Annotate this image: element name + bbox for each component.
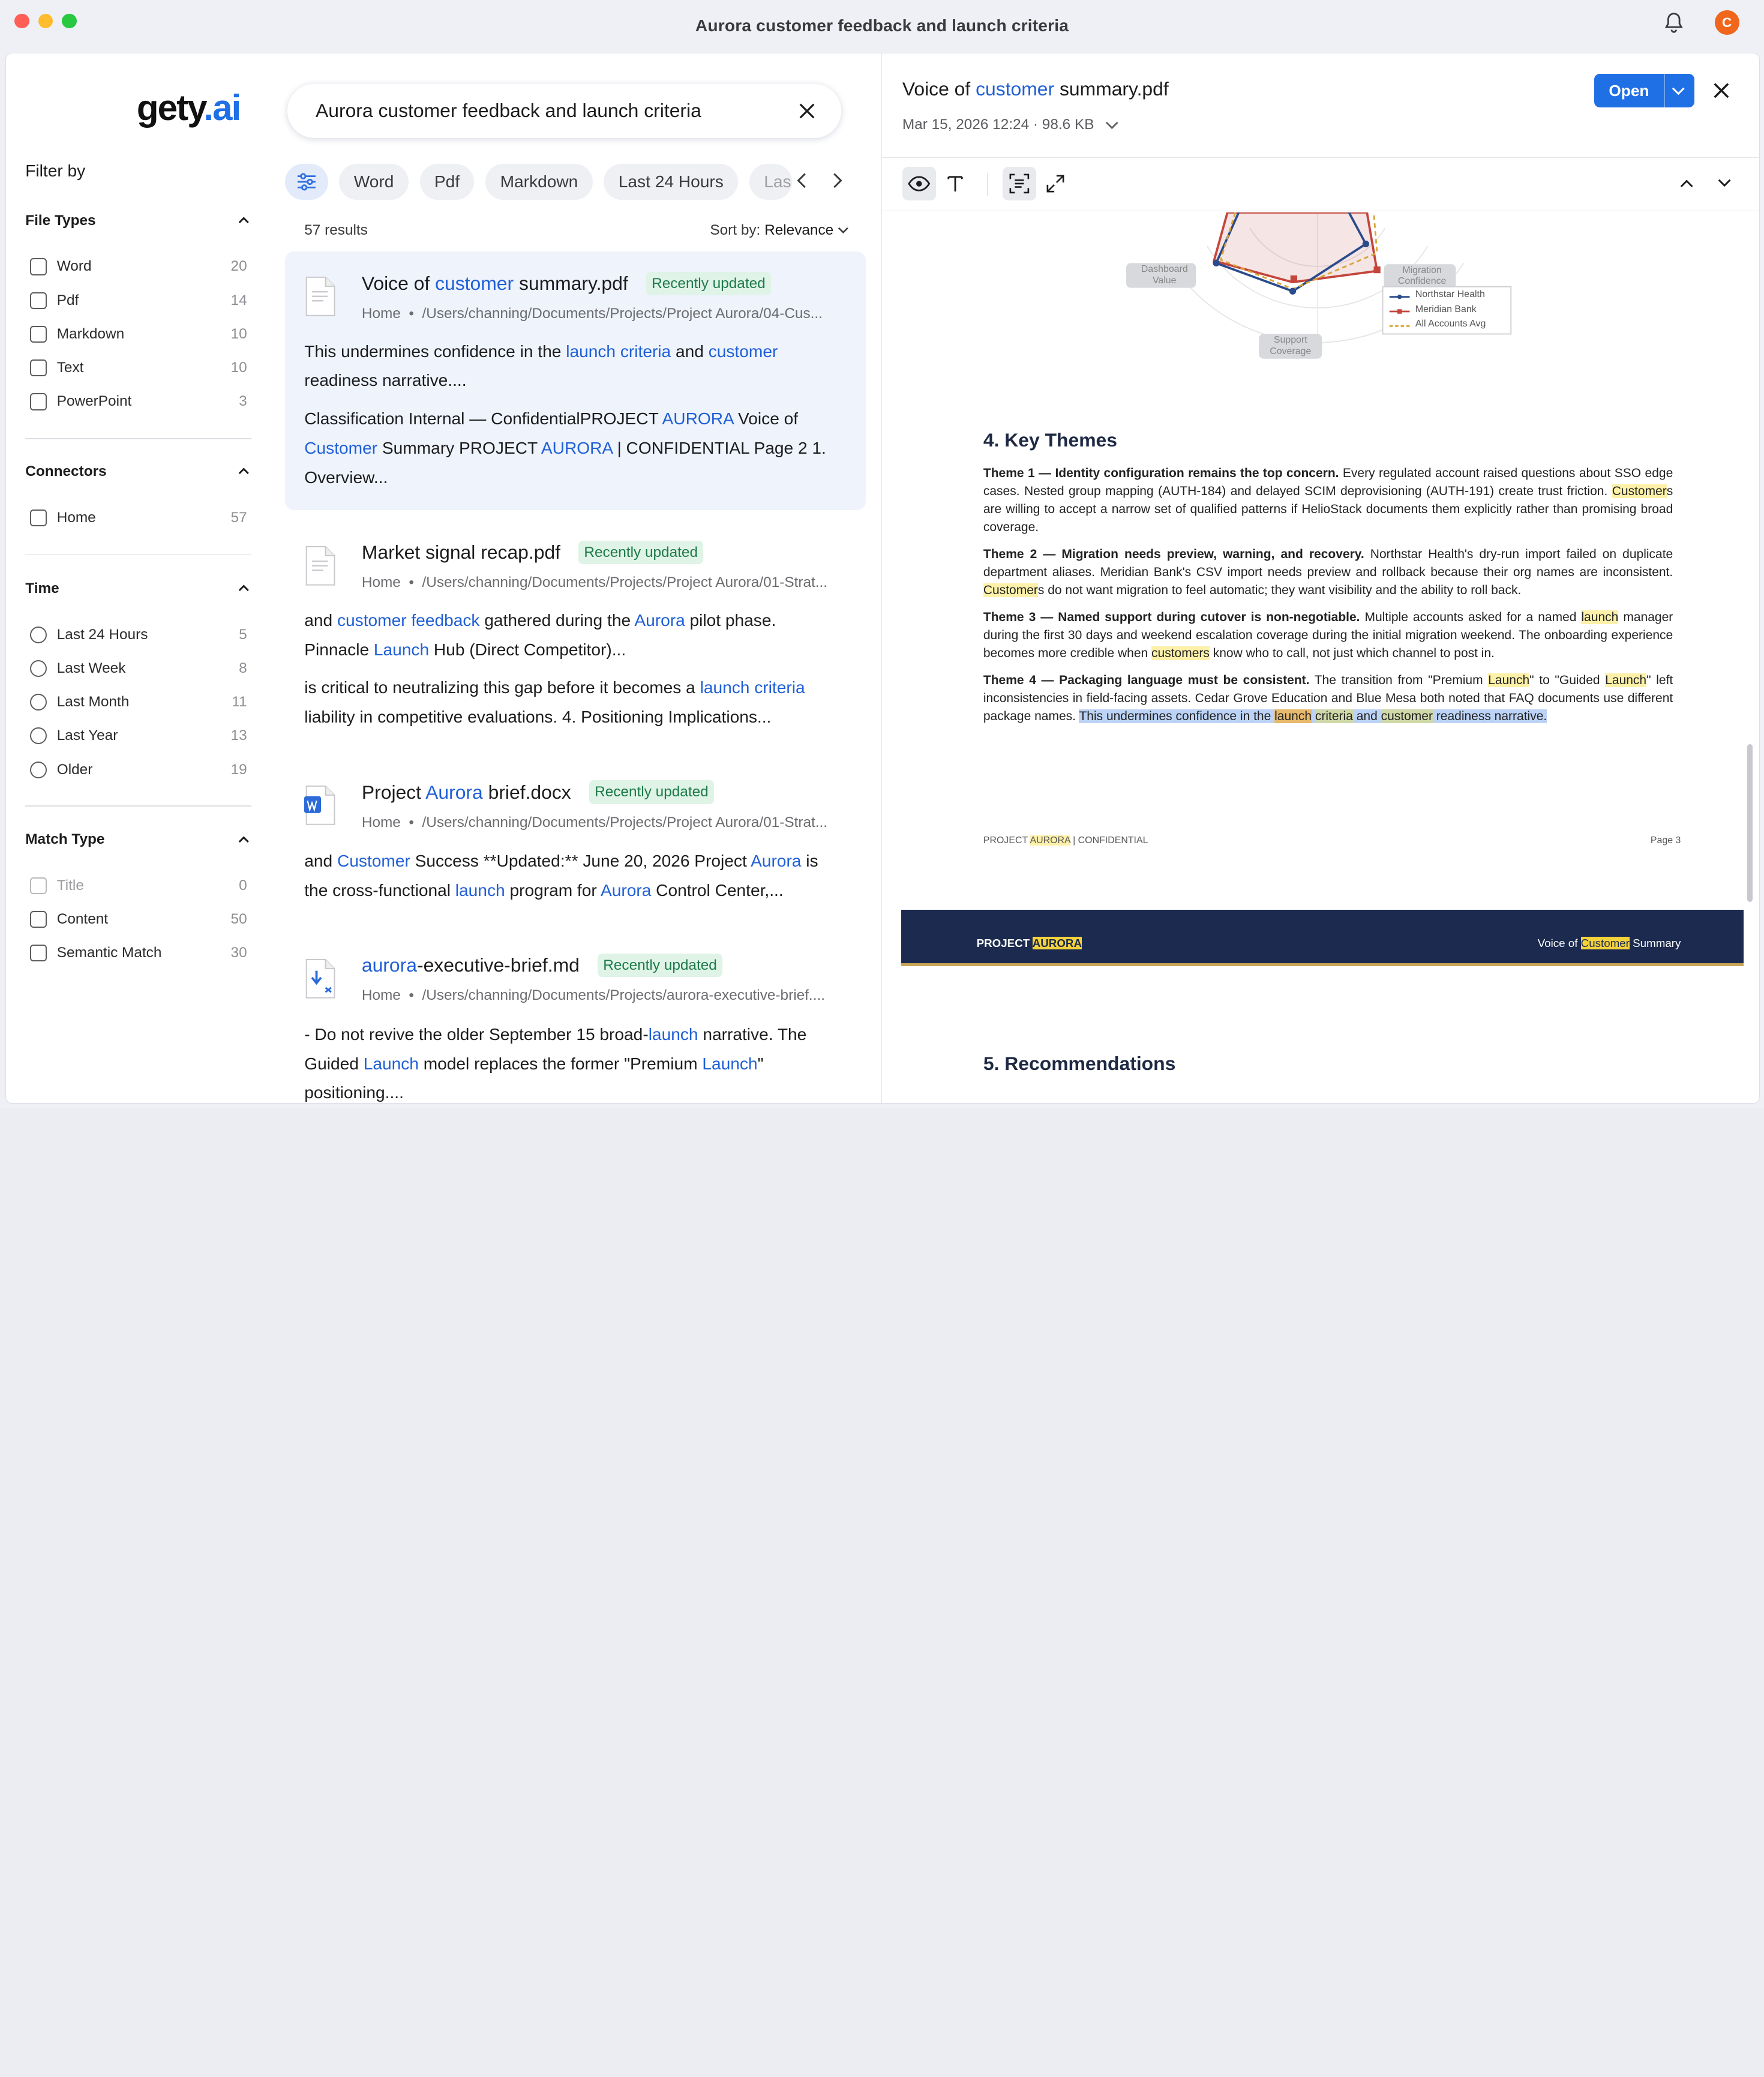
- result-snippet: - Do not revive the older September 15 broad-launch narrative. The Guided Launch model replaces the former "Premium Launch" positioning....: [304, 1024, 807, 1102]
- markdown-file-icon: [303, 958, 337, 999]
- preview-title: Voice of customer summary.pdf: [902, 78, 1169, 100]
- checkbox[interactable]: [30, 258, 47, 275]
- result-snippet: and customer feedback gathered during the Aurora pilot phase. Pinnacle Launch Hub (Direct Competitor)...: [304, 610, 776, 659]
- filter-title[interactable]: Title 0: [30, 877, 247, 894]
- filter-last-month[interactable]: Last Month 11: [30, 694, 247, 711]
- status-badge: Recently updated: [578, 541, 703, 564]
- result-snippet: Classification Internal — ConfidentialPROJECT AURORA Voice of Customer Summary PROJECT AURORA | CONFIDENTIAL Page 2 1. Overview...: [304, 409, 826, 487]
- search-input[interactable]: Aurora customer feedback and launch criteria: [316, 100, 701, 122]
- filter-markdown[interactable]: Markdown 10: [30, 326, 247, 343]
- filter-powerpoint[interactable]: PowerPoint 3: [30, 393, 247, 410]
- chevron-down-icon: [838, 226, 849, 235]
- theme-paragraph: Theme 1 — Identity configuration remains the top concern. Every regulated account raised questions about SSO edge cases. Nested group mapping (AUTH-184) and delayed SCIM deprovisioning (AUTH-191) create trust friction. Customers are willing to accept a narrow set of qualified patterns if HelioStack documents them explicitly rather than promising broad coverage.: [983, 466, 1673, 534]
- radar-chart: [1126, 212, 1554, 381]
- filter-chips: [285, 163, 848, 201]
- divider: [25, 805, 251, 807]
- scan-text-icon: [1009, 173, 1030, 194]
- result-path: Home • /Users/channing/Documents/Projects/Project Aurora/01-Strat...: [361, 574, 828, 591]
- pdf-file-icon: [303, 276, 337, 317]
- result-title[interactable]: aurora-executive-brief.md: [361, 954, 580, 976]
- chart-axis-label: Dashboard Value: [1141, 263, 1188, 286]
- chevron-up-icon[interactable]: [237, 214, 251, 227]
- title-bar: [0, 0, 1764, 52]
- radio[interactable]: [30, 727, 47, 744]
- word-file-icon: [303, 785, 337, 826]
- chevron-right-icon[interactable]: [827, 170, 845, 191]
- checkbox[interactable]: [30, 911, 47, 928]
- chevron-up-icon[interactable]: [1679, 178, 1694, 189]
- result-count: 57 results: [304, 222, 368, 239]
- filter-last-24-hours[interactable]: Last 24 Hours 5: [30, 627, 247, 643]
- theme-paragraph: Theme 4 — Packaging language must be consistent. The transition from "Premium Launch" to "Guided Launch" left inconsistencies in field-facing assets. Cedar Grove Education and Blue Mesa both noted that FAQ documents use different package names. This undermines confidence in the launch criteria and customer readiness narrative.: [983, 673, 1673, 723]
- expand-icon: [1046, 175, 1064, 193]
- filter-older[interactable]: Older 19: [30, 762, 247, 778]
- filter-word[interactable]: Word 20: [30, 258, 247, 275]
- chip-pdf[interactable]: Pdf: [420, 164, 475, 200]
- eye-icon: [908, 176, 931, 191]
- sort-control[interactable]: Sort by: Relevance: [710, 222, 848, 239]
- search-bar[interactable]: [287, 84, 841, 138]
- pdf-file-icon: [303, 546, 337, 586]
- checkbox[interactable]: [30, 359, 47, 376]
- checkbox[interactable]: [30, 393, 47, 410]
- result-snippet: is critical to neutralizing this gap before it becomes a launch criteria liability in competitive evaluations. 4. Positioning Implications...: [304, 678, 805, 726]
- radio[interactable]: [30, 762, 47, 778]
- logo: gety.ai: [136, 88, 241, 128]
- filter-last-week[interactable]: Last Week 8: [30, 660, 247, 677]
- chip-markdown[interactable]: Markdown: [485, 164, 592, 200]
- divider: [987, 173, 988, 196]
- page-header-band: PROJECT AURORA Voice of Customer Summary: [901, 910, 1744, 966]
- filter-text[interactable]: Text 10: [30, 359, 247, 376]
- chart-legend: Northstar Health Meridian Bank All Accounts Avg: [1415, 289, 1486, 329]
- zoom-window-button[interactable]: [62, 14, 76, 28]
- file-types-header[interactable]: File Types: [25, 212, 250, 229]
- section-heading: 4. Key Themes: [983, 429, 1117, 451]
- status-badge: Recently updated: [598, 954, 722, 977]
- chip-truncated[interactable]: Las: [749, 164, 792, 200]
- page-footer: PROJECT AURORA | CONFIDENTIAL Page 3: [983, 835, 1681, 846]
- scrollbar[interactable]: [1747, 744, 1753, 902]
- checkbox[interactable]: [30, 877, 47, 894]
- window-title: Aurora customer feedback and launch criteria: [695, 16, 1069, 35]
- time-header[interactable]: Time: [25, 580, 250, 597]
- result-title[interactable]: Market signal recap.pdf: [361, 541, 561, 564]
- chevron-left-icon[interactable]: [794, 170, 812, 191]
- text-icon: [946, 175, 964, 193]
- clear-search-icon[interactable]: [798, 102, 816, 120]
- document-preview[interactable]: [901, 212, 1744, 1104]
- minimize-window-button[interactable]: [38, 14, 53, 28]
- result-title[interactable]: Voice of customer summary.pdf: [361, 272, 628, 294]
- radio[interactable]: [30, 660, 47, 677]
- section-heading: 5. Recommendations: [983, 1053, 1176, 1075]
- result-card[interactable]: [285, 933, 866, 1104]
- divider: [25, 438, 251, 439]
- radio[interactable]: [30, 694, 47, 711]
- close-window-button[interactable]: [14, 14, 29, 28]
- expand-button[interactable]: [1039, 167, 1072, 200]
- status-badge: Recently updated: [646, 272, 771, 295]
- result-path: Home • /Users/channing/Documents/Projects/Project Aurora/04-Cus...: [361, 305, 823, 322]
- main-window: [5, 53, 1759, 1104]
- result-snippet: This undermines confidence in the launch criteria and customer readiness narrative....: [304, 341, 778, 390]
- checkbox[interactable]: [30, 326, 47, 343]
- theme-paragraph: Theme 3 — Named support during cutover is non-negotiable. Multiple accounts asked for a named launch manager during the first 30 days and weekend escalation coverage during the initial migration weekend. The onboarding experience becomes more credible when customers know who to call, not just which channel to post in.: [983, 610, 1673, 660]
- chevron-down-icon[interactable]: [1672, 86, 1685, 95]
- chevron-down-icon[interactable]: [1717, 178, 1732, 189]
- scan-button[interactable]: [1003, 167, 1036, 200]
- checkbox[interactable]: [30, 945, 47, 961]
- text-mode-button[interactable]: [938, 167, 972, 200]
- chevron-up-icon[interactable]: [237, 464, 251, 478]
- checkbox[interactable]: [30, 509, 47, 526]
- filter-settings-chip[interactable]: [285, 164, 328, 200]
- filter-sidebar: [6, 53, 276, 1103]
- result-card[interactable]: [285, 760, 866, 918]
- open-button[interactable]: Open: [1594, 74, 1694, 107]
- preview-meta[interactable]: Mar 15, 2026 12:24 · 98.6 KB: [902, 116, 1119, 133]
- theme-paragraph: Theme 2 — Migration needs preview, warning, and recovery. Northstar Health's dry-run import failed on duplicate department aliases. Meridian Bank's CSV import needs preview and rollback because their org names are inconsistent. Customers do not want migration to feel automatic; they want visibility and the ability to roll back.: [983, 547, 1673, 597]
- avatar[interactable]: C: [1715, 10, 1739, 35]
- checkbox[interactable]: [30, 292, 47, 309]
- filter-semantic-match[interactable]: Semantic Match 30: [30, 945, 247, 961]
- chart-axis-label: Migration Confidence: [1397, 265, 1447, 287]
- bell-icon[interactable]: [1663, 11, 1685, 34]
- result-path: Home • /Users/channing/Documents/Projects/aurora-executive-brief....: [361, 987, 825, 1004]
- chip-last-24-hours[interactable]: Last 24 Hours: [604, 164, 738, 200]
- result-title[interactable]: Project Aurora brief.docx: [361, 781, 571, 803]
- divider: [25, 555, 251, 556]
- filter-home[interactable]: Home 57: [30, 509, 247, 526]
- preview-toolbar: [882, 157, 1759, 211]
- result-path: Home • /Users/channing/Documents/Projects/Project Aurora/01-Strat...: [361, 814, 828, 831]
- sliders-icon: [296, 173, 317, 191]
- radio[interactable]: [30, 627, 47, 643]
- result-card[interactable]: [285, 251, 866, 510]
- window-controls: [14, 14, 76, 28]
- close-icon[interactable]: [1711, 80, 1732, 101]
- preview-mode-button[interactable]: [902, 167, 936, 200]
- chevron-down-icon[interactable]: [1105, 121, 1119, 130]
- result-snippet: and Customer Success **Updated:** June 20, 2026 Project Aurora is the cross-functional launch program for Aurora Control Center,...: [304, 852, 818, 900]
- results-meta: [304, 222, 849, 239]
- chart-axis-label: Support Coverage: [1270, 334, 1312, 356]
- result-card[interactable]: [285, 520, 866, 745]
- results-panel: [276, 53, 881, 1103]
- status-badge: Recently updated: [589, 780, 714, 804]
- filter-content[interactable]: Content 50: [30, 911, 247, 928]
- chip-word[interactable]: Word: [339, 164, 408, 200]
- chevron-up-icon[interactable]: [237, 582, 251, 595]
- match-type-header[interactable]: Match Type: [25, 831, 250, 848]
- filter-by-heading: Filter by: [25, 161, 86, 181]
- filter-pdf[interactable]: Pdf 14: [30, 292, 247, 309]
- preview-panel: [881, 53, 1759, 1103]
- connectors-header[interactable]: Connectors: [25, 463, 250, 480]
- chevron-up-icon[interactable]: [237, 833, 251, 847]
- filter-last-year[interactable]: Last Year 13: [30, 727, 247, 744]
